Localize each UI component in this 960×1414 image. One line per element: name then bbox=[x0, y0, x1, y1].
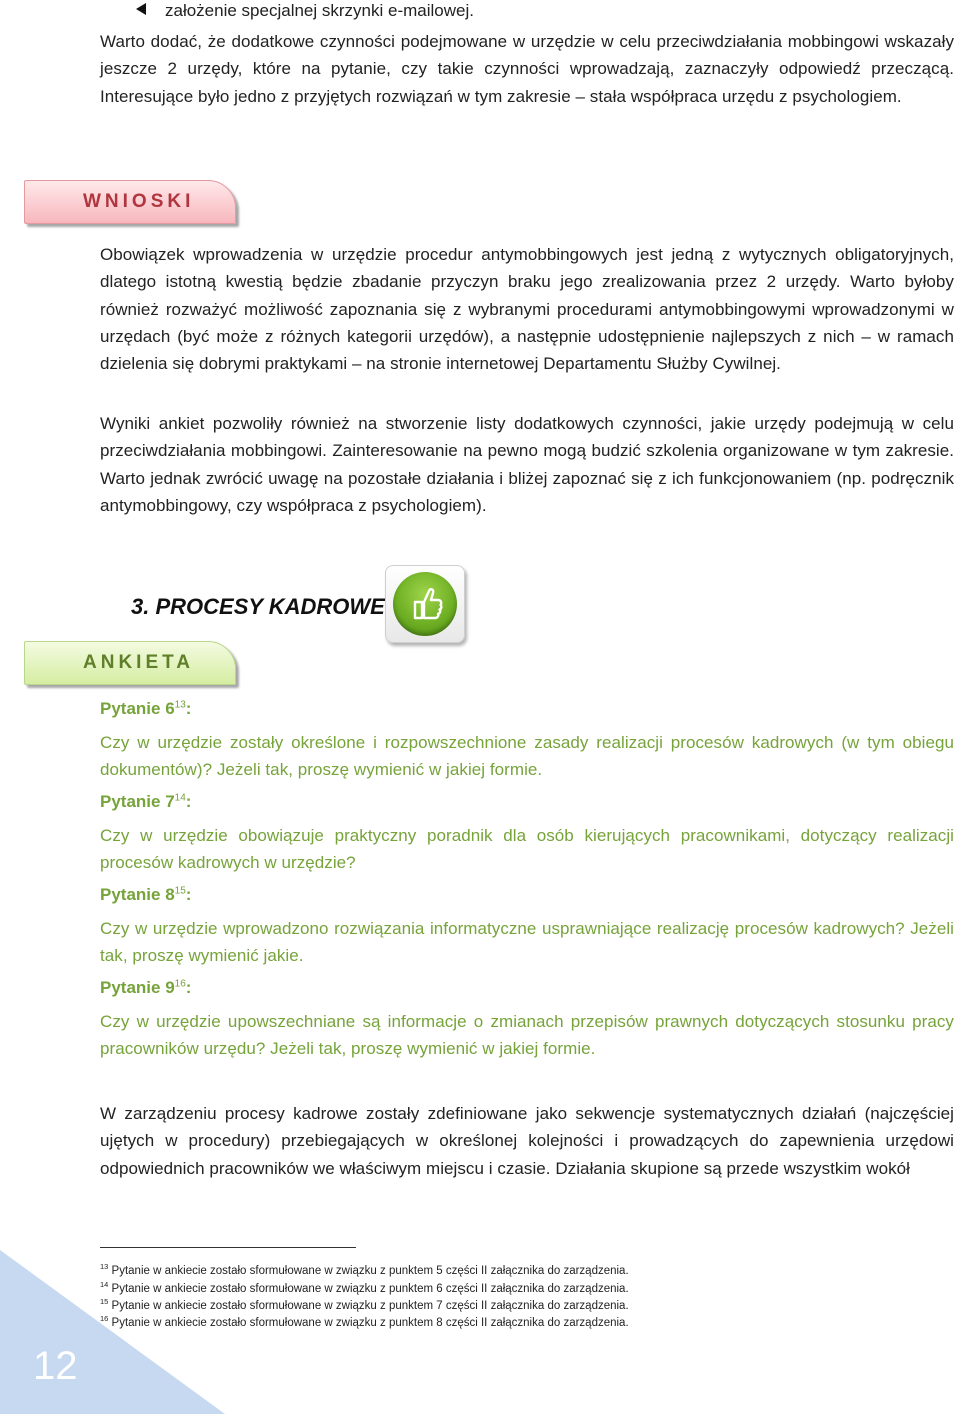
footnote: $^{13}$ Pytanie w ankiecie zostało sformułowane w związku z punktem 5 części II załącznika do zarządzenia. bbox=[100, 1262, 629, 1277]
question-text: Czy w urzędzie obowiązuje praktyczny poradnik dla osób kierujących pracownikami, dotyczący realizacji procesów kadrowych w urzędzie? bbox=[100, 826, 954, 873]
question-heading: Pytanie $8^{15}$: bbox=[100, 885, 192, 904]
conclusions-tab-label: WNIOSKI bbox=[83, 191, 195, 212]
footnote: $^{16}$ Pytanie w ankiecie zostało sformułowane w związku z punktem 8 części II załącznika do zarządzenia. bbox=[100, 1314, 629, 1329]
question-heading: Pytanie $7^{14}$: bbox=[100, 792, 192, 811]
bullet-item: założenie specjalnej skrzynki e-mailowej. bbox=[165, 1, 474, 20]
conclusions-paragraph-1: Obowiązek wprowadzenia w urzędzie procedur antymobbingowych jest jedną z wytycznych obligatoryjnych, dlatego istotną kwestią będzie zbadanie przyczyn braku jego zrealizowania przez 2 urzędy. Warto byłoby również rozważyć możliwość zapoznania się z wybranymi procedurami antymobbingowymi wprowadzonymi w urzędach (być może z różnych kategorii urzędów), a następnie udostępnienie najlepszych z nich – w ramach dzielenia się dobrymi praktykami – na stronie internetowej Departamentu Służby Cywilnej. bbox=[100, 245, 954, 374]
footnote: $^{15}$ Pytanie w ankiecie zostało sformułowane w związku z punktem 7 części II załącznika do zarządzenia. bbox=[100, 1297, 629, 1312]
question-text: Czy w urzędzie upowszechniane są informacje o zmianach przepisów prawnych dotyczących stosunku pracy pracowników urzędu? Jeżeli tak, proszę wymienić w jakiej formie. bbox=[100, 1012, 954, 1059]
page-number: 12 bbox=[33, 1344, 78, 1388]
conclusions-paragraph-2: Wyniki ankiet pozwoliły również na stworzenie listy dodatkowych czynności, jakie urzędy podejmują w celu przeciwdziałania mobbingowi. Zainteresowanie na pewno mogą budzić szkolenia organizowane w tym zakresie. Warto jednak zwrócić uwagę na pozostałe działania i bliżej zapoznać się z ich funkcjonowaniem (np. podręcznik antymobbingowy, czy współpraca z psychologiem). bbox=[100, 414, 954, 515]
question-heading: Pytanie $6^{13}$: bbox=[100, 699, 192, 718]
question-text: Czy w urzędzie zostały określone i rozpowszechnione zasady realizacji procesów kadrowych (w tym obiegu dokumentów)? Jeżeli tak, proszę wymienić w jakiej formie. bbox=[100, 733, 954, 780]
question-heading: Pytanie $9^{16}$: bbox=[100, 978, 192, 997]
question-text: Czy w urzędzie wprowadzono rozwiązania informatyczne usprawniające realizację procesów kadrowych? Jeżeli tak, proszę wymienić jakie. bbox=[100, 919, 954, 966]
section-title: 3. PROCESY KADROWE bbox=[131, 594, 385, 619]
footnote: $^{14}$ Pytanie w ankiecie zostało sformułowane w związku z punktem 6 części II załącznika do zarządzenia. bbox=[100, 1280, 629, 1295]
survey-tab-label: ANKIETA bbox=[83, 652, 195, 673]
closing-paragraph: W zarządzeniu procesy kadrowe zostały zdefiniowane jako sekwencje systematycznych działań (najczęściej ujętych w procedury) przebiegających w określonej kolejności i prowadzących do zapewnienia urzędowi odpowiednich pracowników we właściwym miejscu i czasie. Działania skupione są przede wszystkim wokół bbox=[100, 1104, 954, 1178]
intro-paragraph: Warto dodać, że dodatkowe czynności podejmowane w urzędzie w celu przeciwdziałania mobbingowi wskazały jeszcze 2 urzędy, które na pytanie, czy takie czynności wprowadzają, zaznaczyły odpowiedź przeczącą. Interesujące było jedno z przyjętych rozwiązań w tym zakresie – stała współpraca urzędu z psychologiem. bbox=[100, 32, 954, 106]
